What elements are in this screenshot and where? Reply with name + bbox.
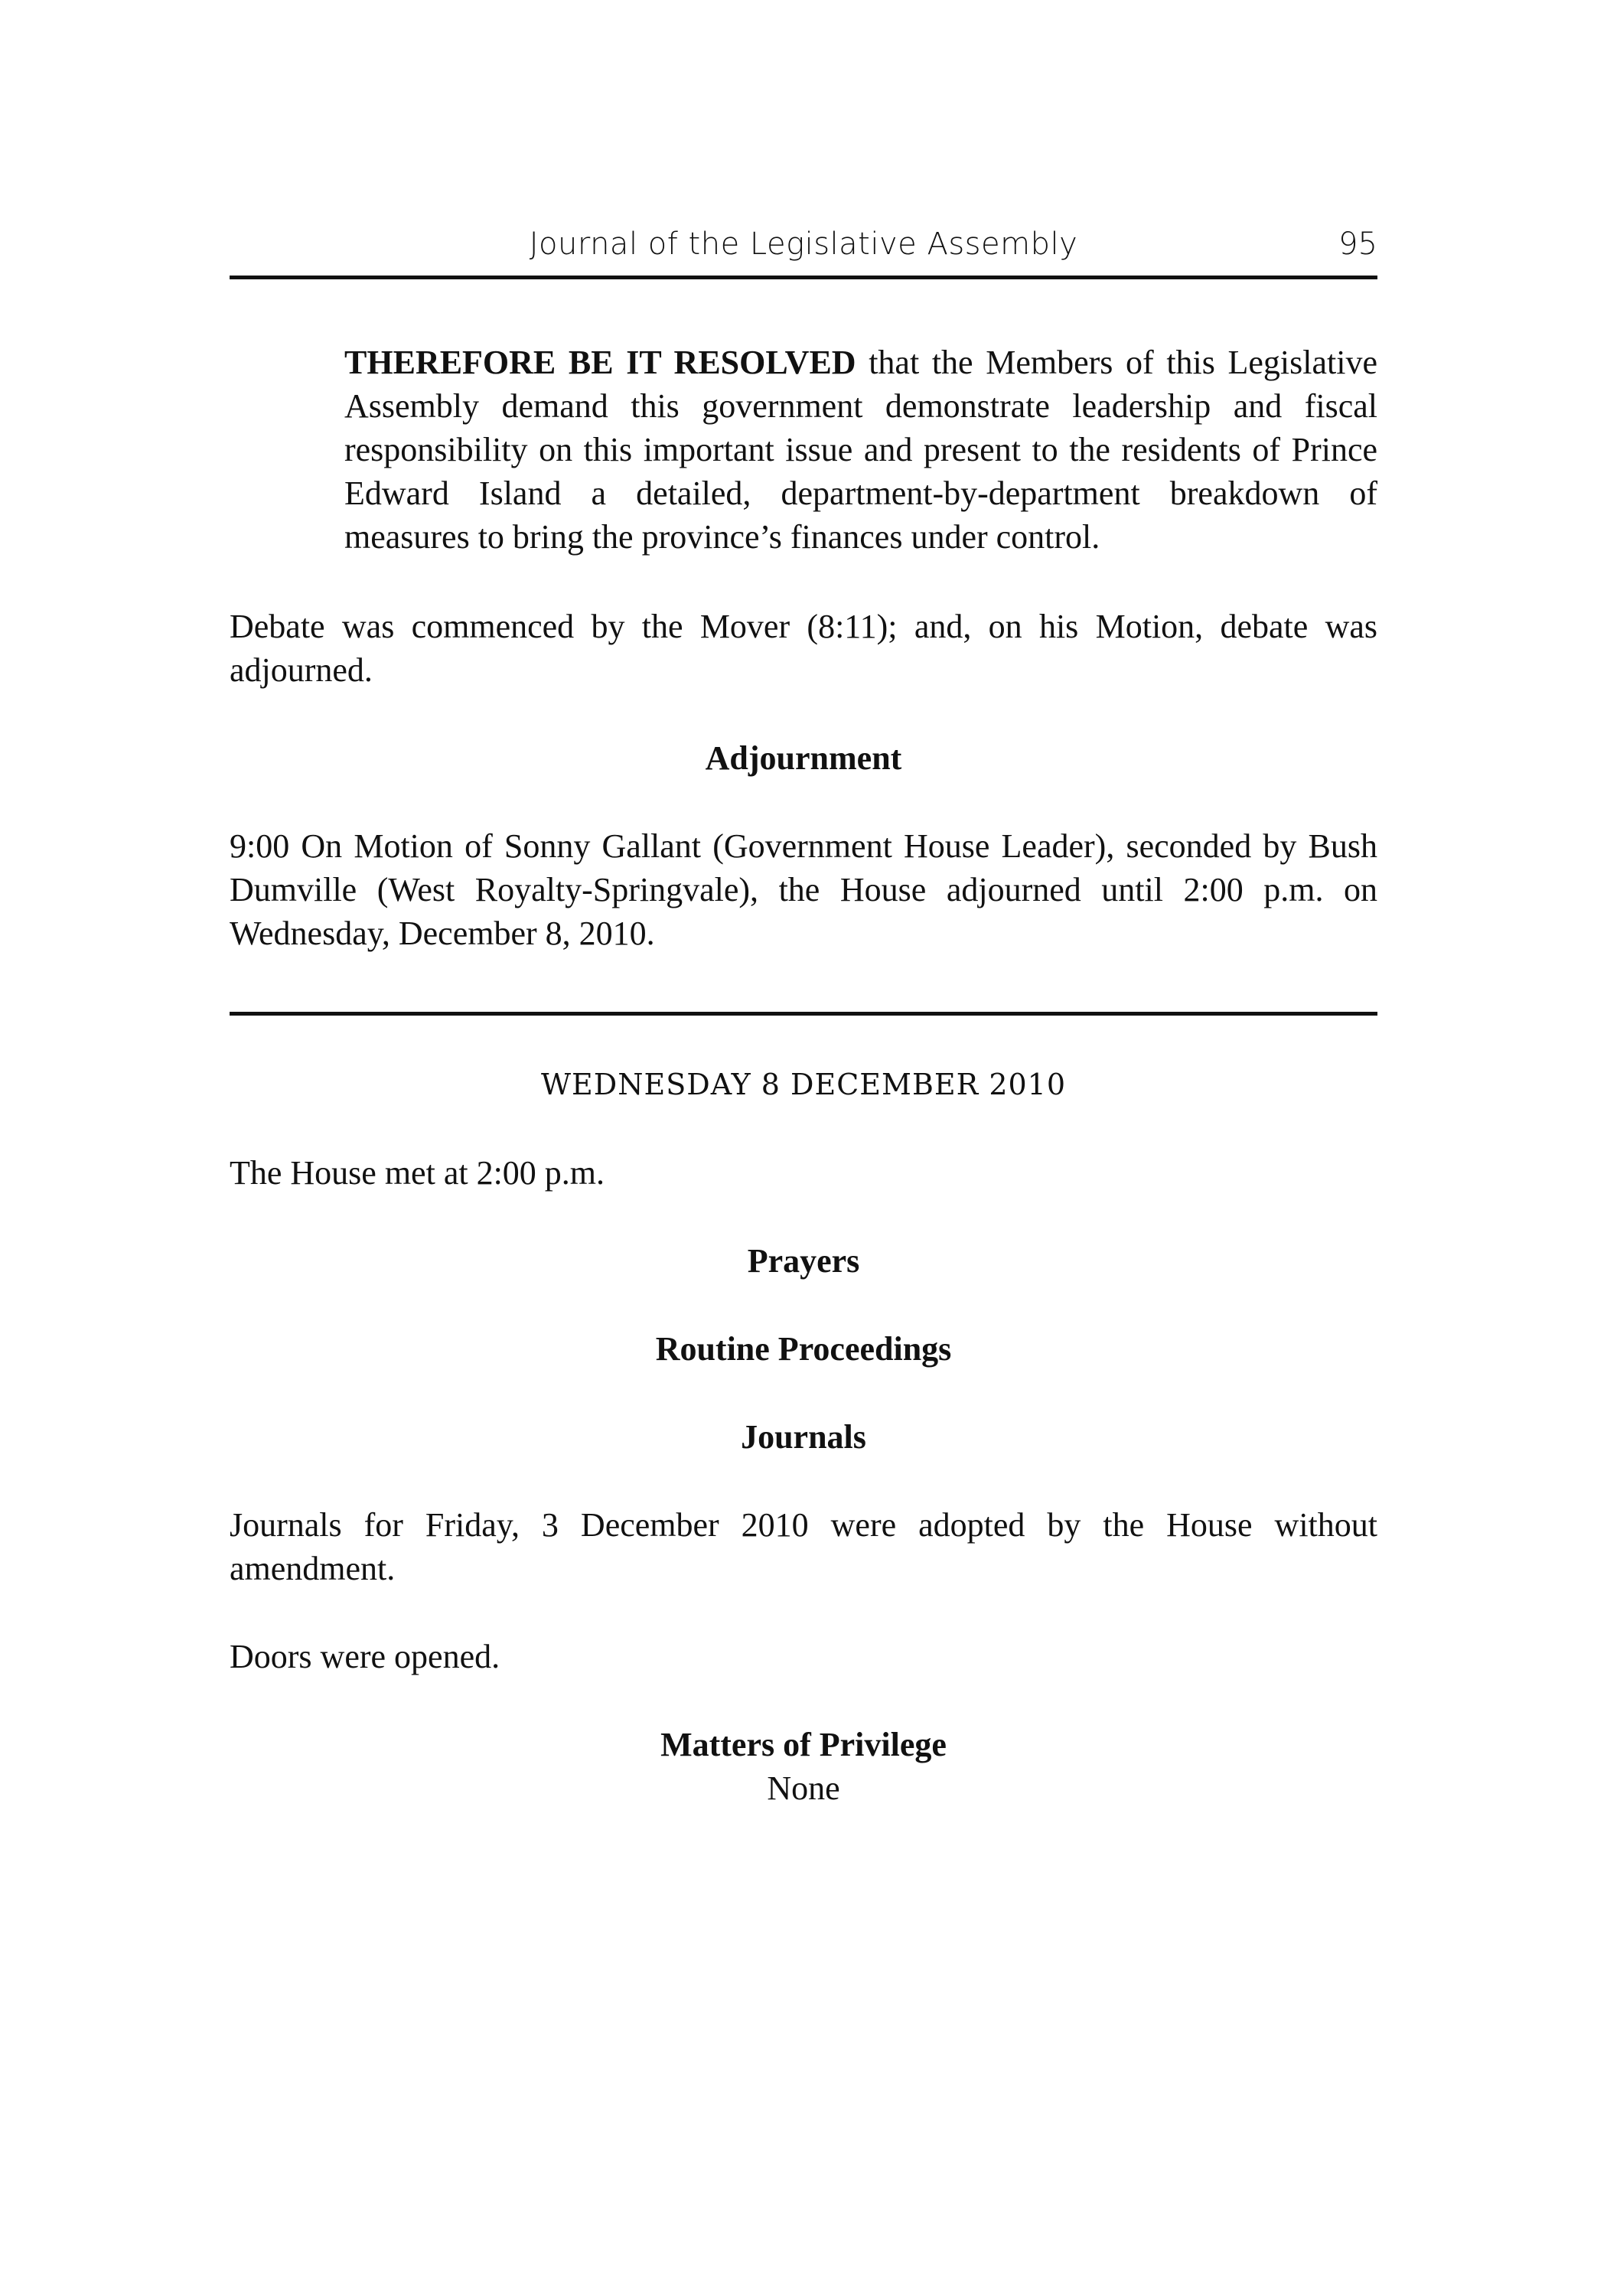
resolution-text: that the Members of this Legislative Assembly demand this government demonstrate leadership and fiscal responsibility on this important issue and present to the residents of Prince Edward Island a detailed, department-by-department breakdown of measures to bring the province’s finances under control. [344,344,1378,556]
prayers-heading: Prayers [747,1242,860,1280]
privilege-heading: Matters of Privilege [660,1726,947,1763]
adjournment-heading: Adjournment [705,739,902,777]
routine-proceedings-heading: Routine Proceedings [655,1330,952,1368]
journals-text: Journals for Friday, 3 December 2010 were adopted by the House without amendment. [230,1506,1377,1587]
privilege-none: None [767,1769,840,1807]
resolution-paragraph [344,341,1377,559]
sitting-date: WEDNESDAY 8 DECEMBER 2010 [540,1068,1067,1101]
journal-page [230,222,1377,1810]
section-divider [230,1012,1377,1016]
doors-text: Doors were opened. [230,1638,500,1675]
adjournment-text: 9:00 On Motion of Sonny Gallant (Government House Leader), seconded by Bush Dumville (West Royalty-Springvale), the House adjourned until 2:00 p.m. on Wednesday, December 8, 2010. [230,827,1377,952]
running-title: Journal of the Legislative Assembly [529,227,1078,262]
debate-note: Debate was commenced by the Mover (8:11); and, on his Motion, debate was adjourned. [230,608,1377,689]
journals-heading: Journals [741,1418,866,1456]
running-header [230,222,1377,279]
resolution-lead: THEREFORE BE IT RESOLVED [344,344,856,381]
house-met-text: The House met at 2:00 p.m. [230,1154,605,1192]
page-number: 95 [1338,227,1377,262]
